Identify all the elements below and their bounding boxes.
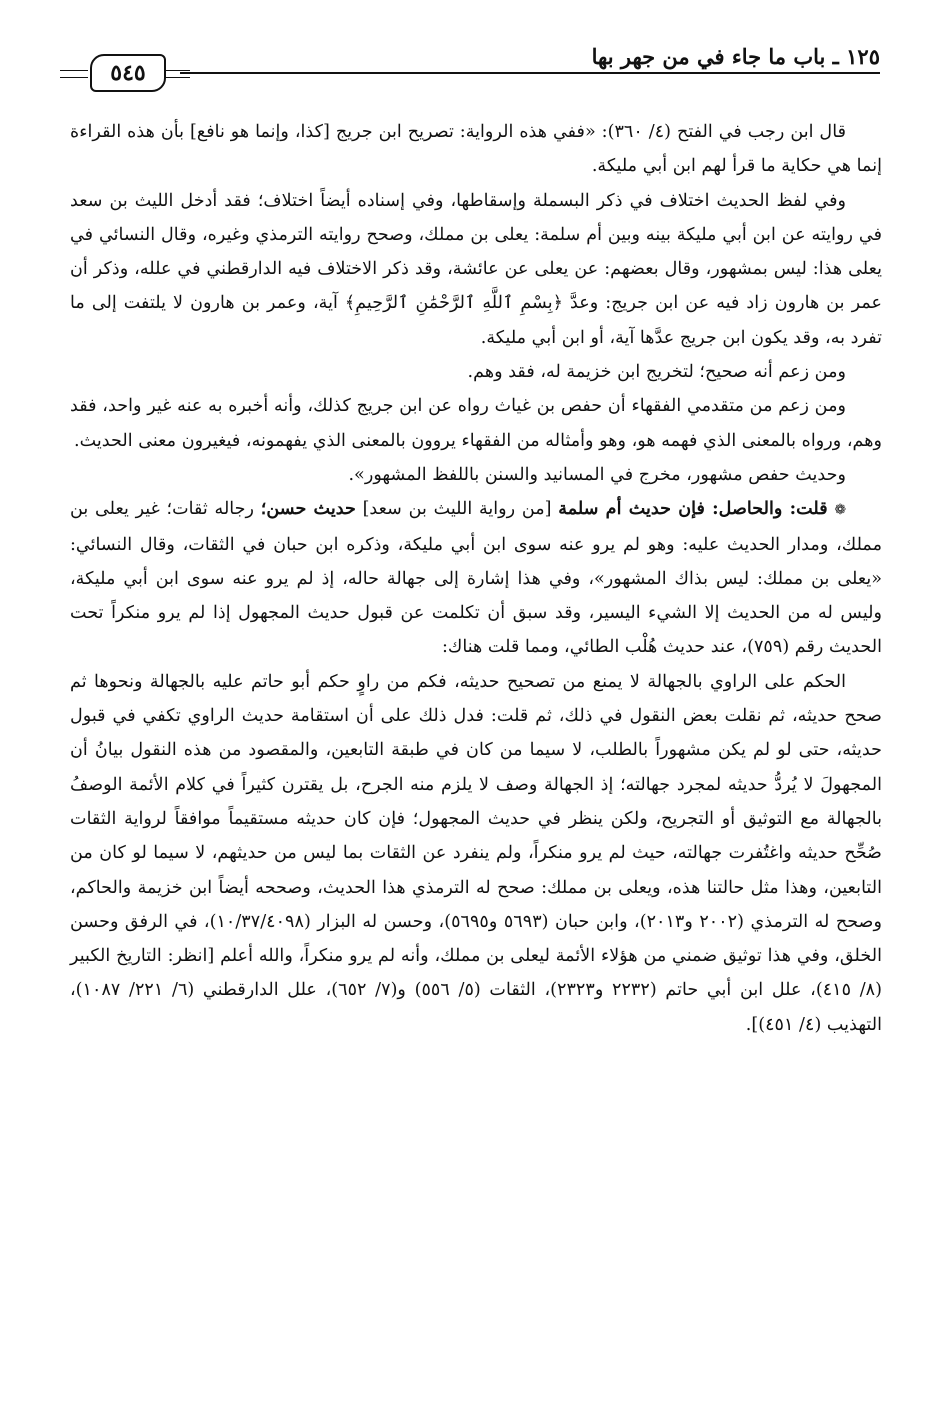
conclusion-paragraph <box>70 492 882 664</box>
chapter-title: ١٢٥ ـ باب ما جاء في من جهر بها <box>591 44 880 69</box>
paragraph-hafs-ibn-ghiyath: ومن زعم من متقدمي الفقهاء أن حفص بن غياث رواه عن ابن جريج كذلك، وأنه أخبره به عنه غير واحد، فقد وهم، ورواه بالمعنى الذي فهمه هو، وهو وأمثاله من الفقهاء يروون بالمعنى الذي يفهمونه، فيغيرون معنى الحديث. <box>70 396 882 451</box>
header-rule <box>180 72 880 74</box>
page-header <box>60 42 880 92</box>
conclusion-label: قلت: والحاصل: فإن حديث أم سلمة <box>558 498 828 520</box>
paragraph-hafs-hadith: وحديث حفص مشهور، مخرج في المسانيد والسنن باللفظ المشهور». <box>348 464 846 485</box>
page-number-ornament <box>60 52 190 92</box>
ornament-double-line-right <box>164 70 190 78</box>
paragraph-ibn-khuzaimah: ومن زعم أنه صحيح؛ لتخريج ابن خزيمة له، فقد وهم. <box>467 362 846 383</box>
paragraph-isnad-differences: وفي لفظ الحديث اختلاف في ذكر البسملة وإسقاطها، وفي إسناده أيضاً اختلاف؛ فقد أدخل الليث بن سعد في روايته عن ابن أبي مليكة بينه وبين أم سلمة: يعلى بن مملك، وصحح روايته الترمذي وغيره، وقال النسائي في يعلى هذا: ليس بمشهور، وقال بعضهم: عن يعلى عن عائشة، وقد ذكر الاختلاف فيه الدارقطني في علله، وذكر أن عمر بن هارون زاد فيه عن ابن جريج: وعدَّ ﴿بِسْمِ ٱللَّهِ ٱلرَّحْمَٰنِ ٱلرَّحِيمِ﴾ آية، وعمر بن هارون لا يلتفت إلى ما تفرد به، وقد يكون ابن جريج عدَّها آية، أو ابن أبي مليكة. <box>70 190 882 348</box>
page-number: ٥٤٥ <box>90 54 166 92</box>
flower-icon: ❁ <box>834 502 847 519</box>
conclusion-bracket: [من رواية الليث بن سعد] <box>362 499 552 520</box>
ornament-double-line-left <box>60 70 88 78</box>
conclusion-verdict: حديث حسن؛ <box>260 498 356 520</box>
page-body <box>70 115 882 1042</box>
conclusion-text: رجاله ثقات؛ غير يعلى بن مملك، ومدار الحديث عليه: وهو لم يرو عنه سوى ابن أبي مليكة، وذكره ابن حبان في الثقات، وقال النسائي: «يعلى بن مملك: ليس بذاك المشهور»، وفي هذا إشارة إلى جهالة حاله، إذ لم يرو عنه سوى ابن أبي مليكة، وليس له من الحديث إلا الشيء اليسير، وقد سبق أن تكلمت عن قبول حديث المجهول إذا لم يرو منكراً تحت الحديث رقم (٧٥٩)، عند حديث هُلْب الطائي، ومما قلت هناك: <box>70 499 882 658</box>
paragraph-jahala-ruling: الحكم على الراوي بالجهالة لا يمنع من تصحيح حديثه، فكم من راوٍ حكم أبو حاتم عليه بالجهالة ونحوها ثم صحح حديثه، ثم نقلت بعض النقول في ذلك، ثم قلت: فدل ذلك على أن استقامة حديث الراوي تكفي في قبول حديثه، حتى لو لم يكن مشهوراً بالطلب، لا سيما من كان في طبقة التابعين، والمقصود من هذه النقول بيانُ أن المجهولَ لا يُردُّ حديثه لمجرد جهالته؛ إذ الجهالة وصف لا يلزم منه الجرح، بل يقترن كثيراً في كلام الأئمة الوصفُ بالجهالة مع التوثيق أو التجريح، ولكن ينظر في حديث المجهول؛ فإن كان حديثه مستقيماً موافقاً لرواية الثقات صُحِّح حديثه واغتُفرت جهالته، حيث لم يرو منكراً، ولم ينفرد عن الثقات بما ليس من حديثهم، لا سيما لو كان من التابعين، وهذا مثل حالتنا هذه، ويعلى بن مملك: صحح له الترمذي هذا الحديث، وصححه أيضاً ابن خزيمة والحاكم، وصحح له الترمذي (٢٠٠٢ و٢٠١٣)، وابن حبان (٥٦٩٣ و٥٦٩٥)، وحسن له البزار (١٠/٣٧/٤٠٩٨)، في الرفق وحسن الخلق، وفي هذا توثيق ضمني من هؤلاء الأئمة ليعلى بن مملك، وأنه لم يرو منكراً، والله أعلم [انظر: التاريخ الكبير (٨/ ٤١٥)، علل ابن أبي حاتم (٢٢٣٢ و٢٣٢٣)، الثقات (٥/ ٥٥٦) و(٧/ ٦٥٢)، علل الدارقطني (٦/ ٢٢١/ ١٠٨٧)، التهذيب (٤/ ٤٥١)]. <box>70 671 882 1035</box>
paragraph-ibn-rajab-quote: قال ابن رجب في الفتح (٤/ ٣٦٠): «ففي هذه الرواية: تصريح ابن جريج [كذا، وإنما هو نافع] بأن هذه القراءة إنما هي حكاية ما قرأ لهم ابن أبي مليكة. <box>70 122 882 177</box>
